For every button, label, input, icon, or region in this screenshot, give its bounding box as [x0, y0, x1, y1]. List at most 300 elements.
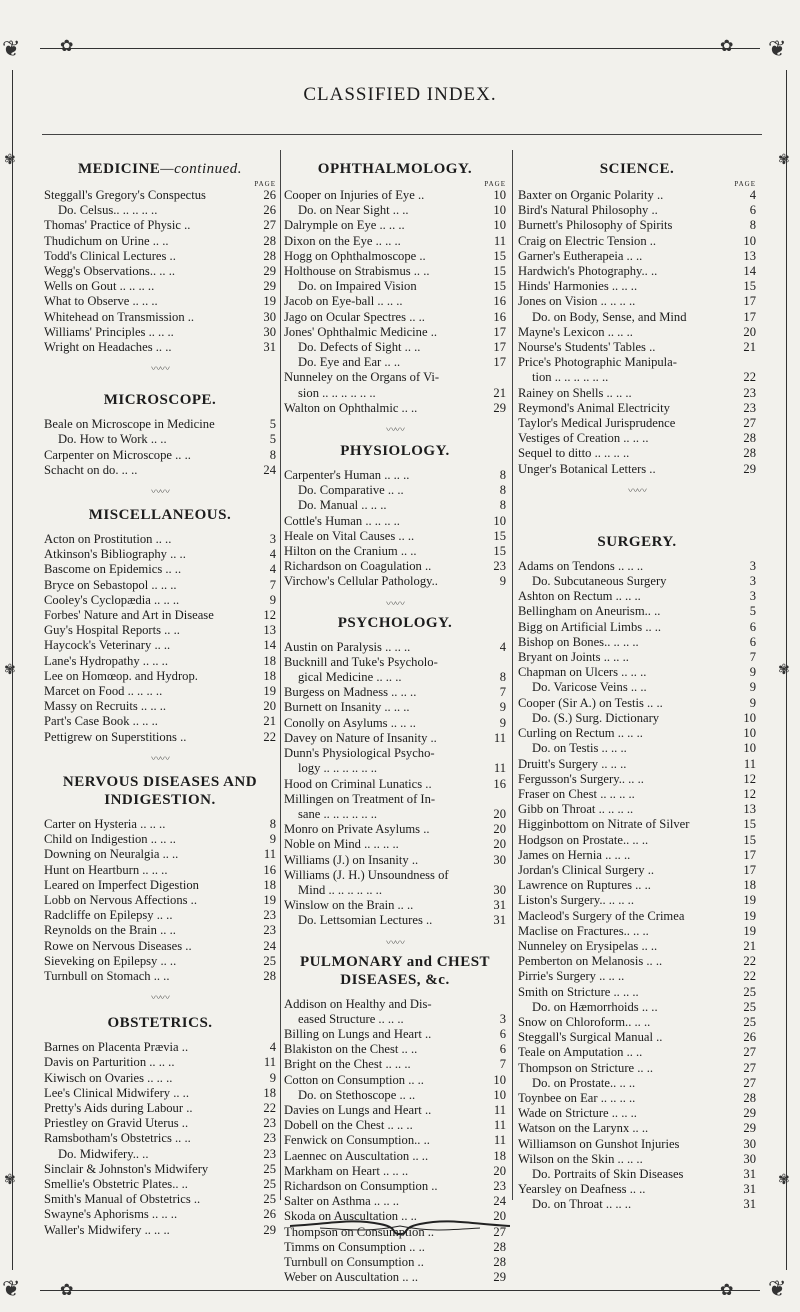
index-entry	[284, 529, 506, 544]
entry-title: Cooper (Sir A.) on Testis .. ..	[518, 695, 663, 710]
entry-title: Do. Varicose Veins .. ..	[532, 680, 647, 695]
entry-page-number: 20	[493, 1163, 506, 1178]
entry-page-number: 29	[493, 400, 506, 415]
entry-title: Blakiston on the Chest .. ..	[284, 1042, 418, 1057]
entry-page-number: 10	[493, 203, 506, 218]
section-heading	[284, 953, 506, 989]
index-entry	[284, 822, 506, 837]
entry-page-number: 30	[493, 852, 506, 867]
entry-page-number: 15	[743, 279, 756, 294]
entry-title: Burnett on Insanity .. .. ..	[284, 700, 410, 715]
entry-title: Hunt on Heartburn .. .. ..	[44, 862, 168, 877]
entry-title: Bryant on Joints .. .. ..	[518, 650, 629, 665]
entry-page-number: 11	[493, 1118, 506, 1133]
entry-page-number: 5	[749, 604, 756, 619]
index-entry	[284, 294, 506, 309]
entry-page-number: 20	[263, 699, 276, 714]
column-separator	[512, 150, 513, 1200]
flourish-icon: ✿	[60, 1282, 74, 1299]
entry-page-number: 10	[743, 710, 756, 725]
index-entry	[518, 559, 756, 574]
entry-page-number: 31	[263, 340, 276, 355]
entry-page-number: 10	[743, 741, 756, 756]
entry-title: Do. Defects of Sight .. ..	[298, 340, 421, 355]
entry-page-number: 21	[263, 714, 276, 729]
entry-title: Baxter on Organic Polarity ..	[518, 188, 664, 202]
index-entry	[518, 772, 756, 787]
section-title: MISCELLANEOUS.	[88, 507, 232, 524]
index-entry	[518, 294, 756, 309]
section-title: SURGERY.	[597, 533, 677, 550]
entry-title: Lane's Hydropathy .. .. ..	[44, 653, 168, 668]
entry-page-number: 28	[743, 446, 756, 461]
entry-title: Davis on Parturition .. .. ..	[44, 1055, 175, 1070]
index-entry	[44, 684, 276, 699]
index-entry	[44, 1177, 276, 1192]
entry-title: Conolly on Asylums .. .. ..	[284, 715, 416, 730]
entry-title: Bascome on Epidemics .. ..	[44, 562, 182, 577]
index-entry	[284, 234, 506, 249]
index-entry	[44, 547, 276, 562]
entry-page-number	[488, 746, 506, 761]
entry-page-number: 23	[493, 559, 506, 574]
entry-list	[44, 532, 276, 745]
entry-page-number: 28	[263, 233, 276, 248]
entry-list	[44, 417, 276, 478]
index-entry	[284, 731, 506, 746]
entry-title: Monro on Private Asylums ..	[284, 822, 430, 837]
side-flourish-icon: ✾	[4, 153, 16, 168]
title-rule	[42, 134, 762, 135]
entry-title: Williamson on Gunshot Injuries	[518, 1136, 680, 1151]
entry-page-number: 4	[269, 547, 276, 562]
entry-page-number: 12	[743, 771, 756, 786]
entry-title: Do. on Hæmorrhoids .. ..	[532, 999, 658, 1014]
index-column-middle	[284, 160, 506, 1285]
entry-page-number	[488, 370, 506, 385]
corner-flourish-icon: ❦	[2, 1276, 21, 1301]
index-entry	[518, 386, 756, 401]
index-entry	[518, 650, 756, 665]
entry-title: Winslow on the Brain .. ..	[284, 898, 414, 913]
index-section	[44, 488, 276, 745]
index-entry	[518, 401, 756, 416]
index-entry	[44, 1055, 276, 1070]
entry-page-number: 9	[269, 1070, 276, 1085]
entry-page-number: 17	[743, 847, 756, 862]
entry-page-number: 13	[263, 623, 276, 638]
entry-page-number: 30	[743, 1151, 756, 1166]
entry-page-number: 22	[263, 1100, 276, 1115]
index-entry	[518, 1015, 756, 1030]
entry-page-number: 15	[493, 528, 506, 543]
index-entry	[44, 939, 276, 954]
entry-page-number: 25	[743, 1014, 756, 1029]
entry-title: Druitt's Surgery .. .. ..	[518, 756, 627, 771]
index-entry	[44, 310, 276, 325]
entry-title: Child on Indigestion .. .. ..	[44, 832, 176, 847]
index-entry	[44, 448, 276, 463]
entry-page-number: 16	[493, 309, 506, 324]
index-entry	[284, 868, 506, 883]
index-entry	[518, 264, 756, 279]
index-entry	[44, 893, 276, 908]
entry-title: Massy on Recruits .. .. ..	[44, 699, 167, 714]
index-entry	[44, 847, 276, 862]
entry-page-number: 21	[493, 385, 506, 400]
entry-title: Smith's Manual of Obstetrics ..	[44, 1192, 201, 1207]
side-flourish-icon: ✾	[778, 663, 790, 678]
entry-title: Thompson on Stricture .. ..	[518, 1060, 654, 1075]
entry-title: Beale on Microscope in Medicine	[44, 417, 215, 432]
entry-list	[284, 997, 506, 1286]
entry-page-number	[738, 355, 756, 370]
entry-page-number: 6	[499, 1026, 506, 1041]
section-heading	[44, 773, 276, 809]
entry-title: Do. Subcutaneous Surgery	[532, 574, 667, 589]
entry-page-number: 14	[743, 264, 756, 279]
index-entry	[518, 203, 756, 218]
entry-page-number: 20	[493, 822, 506, 837]
entry-title: Smith on Stricture .. .. ..	[518, 984, 639, 999]
index-entry	[44, 699, 276, 714]
index-entry	[44, 1071, 276, 1086]
entry-page-number: 31	[493, 913, 506, 928]
entry-page-number: 29	[263, 264, 276, 279]
index-entry	[518, 757, 756, 772]
index-entry	[44, 1040, 276, 1055]
page-column-label: PAGE	[734, 180, 756, 188]
entry-title: Pemberton on Melanosis .. ..	[518, 954, 663, 969]
index-entry	[518, 431, 756, 446]
entry-title: Do. Comparative .. ..	[298, 483, 404, 498]
entry-title: Curling on Rectum .. .. ..	[518, 726, 643, 741]
index-section	[284, 160, 506, 416]
entry-title: Jacob on Eye-ball .. .. ..	[284, 294, 403, 309]
entry-list	[284, 468, 506, 590]
entry-title: Liston's Surgery.. .. .. ..	[518, 893, 634, 908]
index-entry	[284, 1118, 506, 1133]
entry-title: Steggall's Gregory's Conspectus	[44, 188, 206, 202]
index-entry	[518, 878, 756, 893]
index-entry	[284, 559, 506, 574]
entry-page-number: 23	[263, 923, 276, 938]
index-entry	[518, 1045, 756, 1060]
index-entry	[284, 1133, 506, 1148]
index-entry	[518, 787, 756, 802]
entry-page-number: 4	[269, 1040, 276, 1055]
index-entry	[44, 325, 276, 340]
entry-title: Bucknill and Tuke's Psycholo-	[284, 654, 438, 669]
flourish-icon: ✿	[720, 38, 734, 55]
entry-page-number: 10	[493, 513, 506, 528]
entry-page-number: 25	[743, 999, 756, 1014]
index-entry	[518, 462, 756, 477]
entry-title: Hinds' Harmonies .. .. ..	[518, 279, 638, 294]
entry-title: Williams' Principles .. .. ..	[44, 324, 174, 339]
entry-title: Thudichum on Urine .. ..	[44, 233, 169, 248]
entry-page-number: 17	[743, 862, 756, 877]
index-entry	[518, 416, 756, 431]
index-entry	[518, 863, 756, 878]
entry-title: Heale on Vital Causes .. ..	[284, 528, 415, 543]
index-entry	[518, 188, 756, 203]
index-entry	[518, 924, 756, 939]
section-divider-icon: 〰〰	[151, 753, 169, 765]
entry-page-number: 20	[493, 1209, 506, 1224]
entry-title: Rowe on Nervous Diseases ..	[44, 938, 192, 953]
index-entry	[284, 514, 506, 529]
index-entry	[518, 1197, 756, 1212]
entry-title: Jones on Vision .. .. .. ..	[518, 294, 636, 309]
index-entry	[44, 623, 276, 638]
index-entry	[518, 848, 756, 863]
entry-page-number: 5	[269, 432, 276, 447]
index-entry	[44, 264, 276, 279]
entry-title: Austin on Paralysis .. .. ..	[284, 639, 411, 654]
index-entry	[44, 1147, 276, 1162]
entry-title: Craig on Electric Tension ..	[518, 233, 657, 248]
entry-title: Whitehead on Transmission ..	[44, 309, 195, 324]
entry-page-number: 23	[493, 1178, 506, 1193]
entry-page-number: 27	[743, 1045, 756, 1060]
index-entry	[284, 1042, 506, 1057]
index-entry	[518, 620, 756, 635]
index-entry	[284, 310, 506, 325]
entry-title: Garner's Eutherapeia .. ..	[518, 248, 643, 263]
index-entry	[44, 969, 276, 984]
entry-title: Do. How to Work .. ..	[58, 432, 167, 447]
index-entry	[44, 1223, 276, 1238]
entry-page-number: 21	[743, 938, 756, 953]
entry-page-number: 17	[743, 309, 756, 324]
index-entry	[518, 893, 756, 908]
entry-page-number: 29	[263, 1222, 276, 1237]
entry-list	[44, 817, 276, 984]
index-entry	[44, 417, 276, 432]
entry-title: Williams (J. H.) Unsoundness of	[284, 867, 449, 882]
index-entry	[518, 909, 756, 924]
entry-title: Bryce on Sebastopol .. .. ..	[44, 577, 177, 592]
side-flourish-icon: ✾	[4, 1173, 16, 1188]
index-entry	[284, 655, 506, 670]
index-entry	[284, 218, 506, 233]
entry-title: Holthouse on Strabismus .. ..	[284, 264, 430, 279]
index-entry	[44, 593, 276, 608]
entry-title: Acton on Prostitution .. ..	[44, 532, 172, 547]
entry-title: Hardwich's Photography.. ..	[518, 264, 658, 279]
index-entry	[284, 898, 506, 913]
entry-page-number: 12	[263, 608, 276, 623]
entry-title: Hogg on Ophthalmoscope ..	[284, 248, 426, 263]
entry-page-number: 29	[493, 1270, 506, 1285]
entry-title: Nunneley on Erysipelas .. ..	[518, 938, 658, 953]
entry-page-number: 4	[269, 562, 276, 577]
closing-swash-icon	[290, 1214, 510, 1238]
entry-page-number: 15	[493, 264, 506, 279]
entry-page-number: 27	[743, 1060, 756, 1075]
entry-page-number: 17	[743, 294, 756, 309]
entry-page-number: 30	[263, 324, 276, 339]
entry-title: Ashton on Rectum .. .. ..	[518, 589, 641, 604]
index-entry	[518, 1137, 756, 1152]
entry-page-number: 8	[499, 670, 506, 685]
entry-title: Pettigrew on Superstitions ..	[44, 729, 187, 744]
entry-page-number: 28	[263, 248, 276, 263]
index-entry	[518, 635, 756, 650]
index-entry	[44, 188, 276, 203]
entry-page-number: 28	[743, 1090, 756, 1105]
index-entry	[284, 279, 506, 294]
entry-title: logy .. .. .. .. .. ..	[298, 761, 378, 776]
entry-title: Reymond's Animal Electricity	[518, 400, 670, 415]
index-entry	[284, 1149, 506, 1164]
index-entry	[284, 1240, 506, 1255]
entry-title: Schacht on do. .. ..	[44, 462, 138, 477]
entry-title: Do. Portraits of Skin Diseases	[532, 1166, 684, 1181]
entry-page-number: 23	[743, 400, 756, 415]
entry-title: Richardson on Consumption ..	[284, 1178, 438, 1193]
entry-title: Burnett's Philosophy of Spirits	[518, 218, 673, 233]
entry-title: gical Medicine .. .. ..	[298, 670, 402, 685]
entry-page-number: 9	[499, 715, 506, 730]
entry-title: Atkinson's Bibliography .. ..	[44, 547, 186, 562]
entry-page-number: 3	[499, 1011, 506, 1026]
index-entry	[518, 726, 756, 741]
index-entry	[44, 832, 276, 847]
index-entry	[518, 1076, 756, 1091]
section-divider-icon: 〰〰	[151, 993, 169, 1005]
entry-title: Carter on Hysteria .. .. ..	[44, 816, 166, 831]
entry-title: Do. Manual .. .. ..	[298, 498, 387, 513]
entry-list	[284, 640, 506, 929]
entry-page-number: 8	[269, 447, 276, 462]
entry-page-number: 4	[499, 639, 506, 654]
entry-page-number: 10	[493, 218, 506, 233]
section-heading	[44, 1014, 276, 1032]
entry-title: Price's Photographic Manipula-	[518, 355, 677, 370]
entry-page-number: 10	[743, 726, 756, 741]
entry-title: Leared on Imperfect Digestion	[44, 877, 199, 892]
entry-page-number: 3	[749, 558, 756, 573]
entry-title: Part's Case Book .. .. ..	[44, 714, 158, 729]
index-entry	[44, 730, 276, 745]
entry-page-number: 28	[743, 431, 756, 446]
entry-title: Chapman on Ulcers .. .. ..	[518, 665, 647, 680]
index-entry	[284, 1164, 506, 1179]
entry-page-number: 17	[493, 340, 506, 355]
entry-page-number: 20	[493, 806, 506, 821]
corner-flourish-icon: ❦	[768, 36, 787, 61]
index-entry	[284, 264, 506, 279]
entry-title: Virchow's Cellular Pathology..	[284, 574, 438, 589]
entry-title: Vestiges of Creation .. .. ..	[518, 431, 649, 446]
entry-title: Sinclair & Johnston's Midwifery	[44, 1161, 209, 1176]
entry-page-number: 28	[493, 1254, 506, 1269]
entry-page-number: 9	[499, 700, 506, 715]
entry-title: Dobell on the Chest .. .. ..	[284, 1118, 413, 1133]
index-entry	[284, 468, 506, 483]
entry-list	[44, 188, 276, 355]
entry-page-number: 14	[263, 638, 276, 653]
index-entry	[518, 1030, 756, 1045]
index-entry	[518, 604, 756, 619]
entry-page-number: 3	[749, 589, 756, 604]
entry-page-number: 31	[743, 1197, 756, 1212]
index-entry	[284, 1088, 506, 1103]
entry-page-number: 28	[263, 968, 276, 983]
entry-title: Sieveking on Epilepsy .. ..	[44, 953, 177, 968]
index-entry	[44, 294, 276, 309]
entry-page-number: 18	[263, 668, 276, 683]
index-section	[284, 600, 506, 929]
index-entry	[44, 908, 276, 923]
entry-title: Richardson on Coagulation ..	[284, 559, 432, 574]
index-entry	[518, 741, 756, 756]
index-entry	[44, 249, 276, 264]
entry-title: tion .. .. .. .. .. ..	[532, 370, 609, 385]
entry-page-number: 11	[493, 730, 506, 745]
entry-page-number: 11	[263, 1055, 276, 1070]
index-entry	[44, 279, 276, 294]
entry-page-number: 6	[749, 203, 756, 218]
entry-page-number: 3	[749, 574, 756, 589]
entry-title: Salter on Asthma .. .. ..	[284, 1194, 400, 1209]
index-entry	[518, 325, 756, 340]
index-entry	[284, 792, 506, 807]
entry-page-number: 8	[499, 483, 506, 498]
entry-page-number: 11	[493, 1133, 506, 1148]
index-entry	[518, 355, 756, 370]
entry-page-number: 10	[493, 1087, 506, 1102]
entry-title: Lobb on Nervous Affections ..	[44, 892, 197, 907]
section-heading	[518, 533, 756, 551]
entry-title: Do. on Throat .. .. ..	[532, 1197, 632, 1212]
entry-page-number: 7	[499, 685, 506, 700]
entry-page-number: 22	[263, 729, 276, 744]
index-entry	[44, 218, 276, 233]
entry-title: Wilson on the Skin .. .. ..	[518, 1151, 643, 1166]
entry-title: Do. on Body, Sense, and Mind	[532, 309, 687, 324]
entry-page-number: 6	[499, 1042, 506, 1057]
entry-page-number: 20	[493, 837, 506, 852]
index-entry	[44, 863, 276, 878]
index-section	[44, 994, 276, 1238]
index-entry	[518, 939, 756, 954]
entry-page-number: 24	[263, 938, 276, 953]
entry-title: Jones' Ophthalmic Medicine ..	[284, 324, 438, 339]
entry-title: Fraser on Chest .. .. .. ..	[518, 786, 635, 801]
entry-title: Dunn's Physiological Psycho-	[284, 746, 435, 761]
entry-page-number: 8	[499, 468, 506, 483]
section-heading	[518, 160, 756, 178]
entry-page-number: 29	[263, 279, 276, 294]
entry-title: Mayne's Lexicon .. .. ..	[518, 324, 633, 339]
entry-title: Lee on Homœop. and Hydrop.	[44, 668, 198, 683]
entry-page-number: 6	[749, 634, 756, 649]
entry-title: Kiwisch on Ovaries .. .. ..	[44, 1070, 173, 1085]
entry-title: Millingen on Treatment of In-	[284, 791, 436, 806]
entry-page-number: 30	[743, 1136, 756, 1151]
entry-title: Jordan's Clinical Surgery ..	[518, 862, 655, 877]
index-entry	[284, 700, 506, 715]
index-entry	[284, 1057, 506, 1072]
index-entry	[518, 985, 756, 1000]
entry-page-number: 12	[743, 786, 756, 801]
entry-page-number: 18	[263, 1085, 276, 1100]
entry-title: What to Observe .. .. ..	[44, 294, 158, 309]
index-entry	[284, 853, 506, 868]
